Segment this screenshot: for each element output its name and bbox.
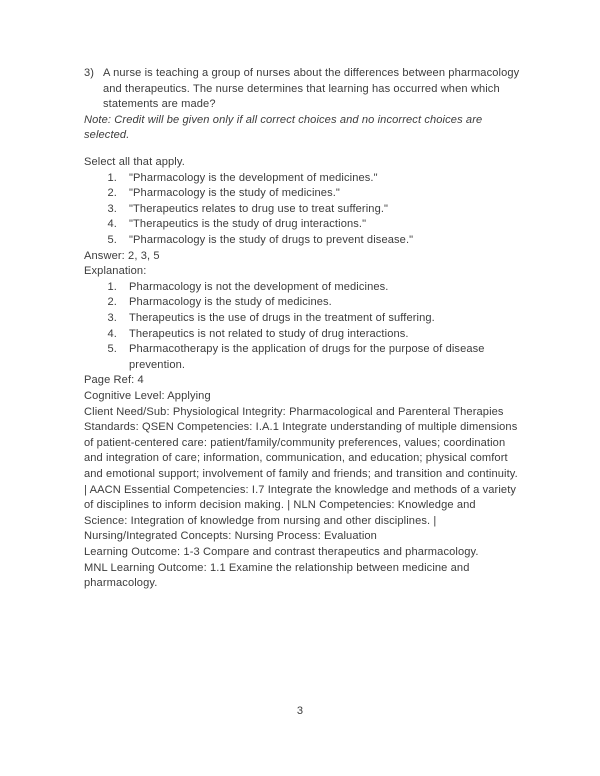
explanation-list <box>84 280 522 374</box>
page-ref: Page Ref: 4 <box>84 374 144 387</box>
choice-number: 4. <box>107 218 117 231</box>
choice-number: 3. <box>107 202 117 215</box>
choice-text: "Therapeutics relates to drug use to treat suffering." <box>129 202 389 215</box>
explanation-item <box>84 311 522 327</box>
explanation-number: 3. <box>107 312 117 324</box>
choice-text: "Pharmacology is the development of medicines." <box>129 171 378 184</box>
explanation-item <box>84 342 522 373</box>
metadata-block <box>84 373 522 591</box>
question-block <box>84 66 522 113</box>
choice-item[interactable] <box>84 217 522 233</box>
page-number: 3 <box>296 705 304 717</box>
choice-number: 5. <box>107 234 117 247</box>
choice-item[interactable] <box>84 186 522 202</box>
explanation-number: 2. <box>107 296 117 309</box>
choice-text: "Therapeutics is the study of drug interactions." <box>129 218 367 231</box>
question-number: 3) <box>84 67 95 79</box>
explanation-number: 1. <box>107 280 117 293</box>
explanation-text: Pharmacotherapy is the application of drugs for the purpose of disease prevention. <box>129 343 485 371</box>
choice-item[interactable] <box>84 202 522 218</box>
mnl-learning-outcome: MNL Learning Outcome: 1.1 Examine the relationship between medicine and pharmacology. <box>84 561 470 590</box>
question-stem: A nurse is teaching a group of nurses about the differences between pharmacology and therapeutics. The nurse determines that learning has occurred when which statements are made? <box>103 67 520 111</box>
question-note: Note: Credit will be given only if all correct choices and no incorrect choices are selected. <box>84 113 483 142</box>
learning-outcome: Learning Outcome: 1-3 Compare and contrast therapeutics and pharmacology. <box>84 545 479 558</box>
client-need-sub: Client Need/Sub: Physiological Integrity: Pharmacological and Parenteral Therapies <box>84 405 504 418</box>
explanation-item <box>84 327 522 343</box>
explanation-number: 4. <box>107 327 117 340</box>
choice-number: 1. <box>107 171 117 184</box>
cognitive-level: Cognitive Level: Applying <box>84 389 211 402</box>
choice-number: 2. <box>107 187 117 200</box>
choice-item[interactable] <box>84 233 522 249</box>
choice-list <box>84 171 522 249</box>
choice-text: "Pharmacology is the study of drugs to prevent disease." <box>129 234 414 247</box>
page-content <box>84 66 522 592</box>
explanation-text: Therapeutics is not related to study of drug interactions. <box>129 327 409 340</box>
explanation-item <box>84 295 522 311</box>
explanation-item <box>84 280 522 296</box>
explanation-text: Pharmacology is not the development of medicines. <box>129 280 389 293</box>
select-all-instruction: Select all that apply. <box>84 156 185 169</box>
standards: Standards: QSEN Competencies: I.A.1 Integrate understanding of multiple dimensions of patient-centered care: patient/family/community preferences, values; coordination and integration of care; information, communication, and education; physical comfort and emotional support; involvement of family and friends; and transition and continuity. | AACN Essential Competencies: I.7 Integrate the knowledge and methods of a variety of disciplines to inform decision making. | NLN Competencies: Knowledge and Science: Integration of knowledge from nursing and other disciplines. | Nursing/Integrated Concepts: Nursing Process: Evaluation <box>84 421 518 543</box>
choice-text: "Pharmacology is the study of medicines." <box>129 187 340 200</box>
choice-item[interactable] <box>84 171 522 187</box>
explanation-label: Explanation: <box>84 265 147 278</box>
explanation-text: Pharmacology is the study of medicines. <box>129 296 332 309</box>
explanation-text: Therapeutics is the use of drugs in the treatment of suffering. <box>129 312 435 324</box>
explanation-number: 5. <box>107 343 117 356</box>
answer-line: Answer: 2, 3, 5 <box>84 249 160 262</box>
